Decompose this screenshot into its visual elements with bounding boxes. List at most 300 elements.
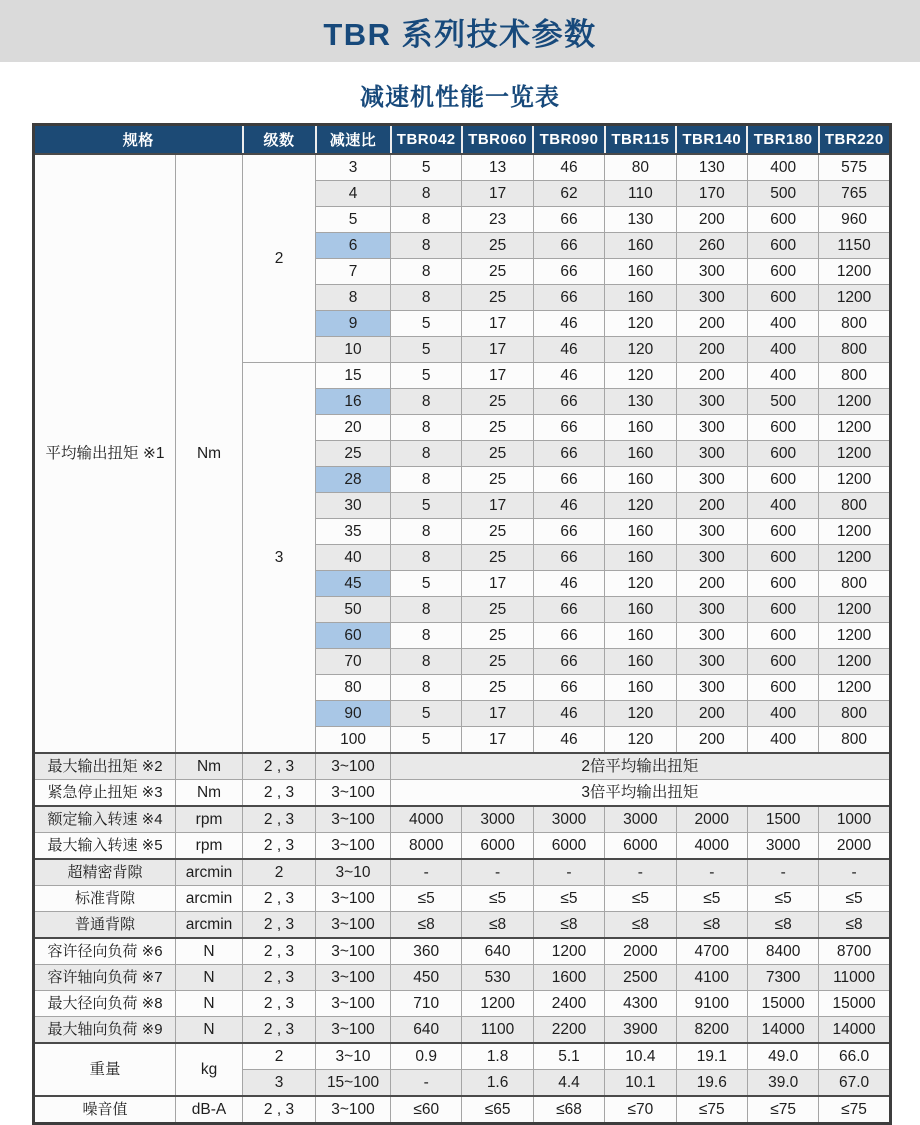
- value-cell: 120: [605, 493, 676, 519]
- value-cell: ≤5: [391, 886, 462, 912]
- table-row: [34, 1043, 891, 1070]
- value-cell: 8200: [676, 1017, 747, 1044]
- value-cell: 25: [462, 233, 533, 259]
- param-label-cell: 超精密背隙: [34, 859, 176, 886]
- stage-cell: 2: [243, 859, 316, 886]
- value-cell: 300: [676, 389, 747, 415]
- span-value-cell: 2倍平均输出扭矩: [391, 753, 891, 780]
- value-cell: 8700: [819, 938, 890, 965]
- ratio-cell: 3~10: [316, 1043, 391, 1070]
- value-cell: 66: [533, 415, 604, 441]
- value-cell: 10.4: [605, 1043, 676, 1070]
- value-cell: 66: [533, 207, 604, 233]
- value-cell: 1200: [819, 415, 890, 441]
- table-row: [34, 938, 891, 965]
- value-cell: ≤8: [819, 912, 890, 939]
- stage-cell: 2 , 3: [243, 780, 316, 807]
- stage-cell: 2 , 3: [243, 1017, 316, 1044]
- value-cell: 1600: [533, 965, 604, 991]
- param-label-cell: 最大径向负荷 ※8: [34, 991, 176, 1017]
- value-cell: 8: [391, 597, 462, 623]
- value-cell: 300: [676, 519, 747, 545]
- value-cell: 5: [391, 701, 462, 727]
- value-cell: 67.0: [819, 1070, 890, 1097]
- param-label-cell: 最大输入转速 ※5: [34, 833, 176, 860]
- value-cell: 4.4: [533, 1070, 604, 1097]
- ratio-cell: 7: [316, 259, 391, 285]
- model-header: TBR220: [819, 125, 890, 155]
- value-cell: 66: [533, 441, 604, 467]
- value-cell: 19.6: [676, 1070, 747, 1097]
- stage-cell: 2 , 3: [243, 938, 316, 965]
- value-cell: 25: [462, 441, 533, 467]
- value-cell: 4700: [676, 938, 747, 965]
- value-cell: 14000: [747, 1017, 818, 1044]
- value-cell: 8: [391, 623, 462, 649]
- value-cell: 800: [819, 727, 890, 754]
- value-cell: 3000: [462, 806, 533, 833]
- value-cell: 2200: [533, 1017, 604, 1044]
- value-cell: 8: [391, 181, 462, 207]
- value-cell: 17: [462, 337, 533, 363]
- value-cell: 11000: [819, 965, 890, 991]
- value-cell: 300: [676, 259, 747, 285]
- value-cell: ≤8: [391, 912, 462, 939]
- value-cell: 5: [391, 571, 462, 597]
- value-cell: ≤8: [462, 912, 533, 939]
- value-cell: 200: [676, 571, 747, 597]
- value-cell: 2000: [605, 938, 676, 965]
- value-cell: 10.1: [605, 1070, 676, 1097]
- value-cell: 120: [605, 311, 676, 337]
- value-cell: 600: [747, 415, 818, 441]
- value-cell: 2000: [676, 806, 747, 833]
- value-cell: 66: [533, 233, 604, 259]
- value-cell: 17: [462, 571, 533, 597]
- ratio-cell: 30: [316, 493, 391, 519]
- value-cell: 46: [533, 154, 604, 181]
- param-label-cell: 平均输出扭矩 ※1: [34, 154, 176, 753]
- value-cell: ≤5: [747, 886, 818, 912]
- model-header: TBR042: [391, 125, 462, 155]
- param-label-cell: 最大轴向负荷 ※9: [34, 1017, 176, 1044]
- value-cell: 130: [676, 154, 747, 181]
- value-cell: 4000: [391, 806, 462, 833]
- value-cell: 600: [747, 545, 818, 571]
- value-cell: 600: [747, 207, 818, 233]
- value-cell: 25: [462, 415, 533, 441]
- value-cell: 8: [391, 207, 462, 233]
- value-cell: 600: [747, 649, 818, 675]
- param-label-cell: 标准背隙: [34, 886, 176, 912]
- value-cell: 160: [605, 285, 676, 311]
- value-cell: 25: [462, 467, 533, 493]
- value-cell: 1200: [533, 938, 604, 965]
- value-cell: 49.0: [747, 1043, 818, 1070]
- value-cell: 3000: [533, 806, 604, 833]
- value-cell: 400: [747, 701, 818, 727]
- ratio-cell: 35: [316, 519, 391, 545]
- value-cell: 1200: [819, 441, 890, 467]
- value-cell: 300: [676, 441, 747, 467]
- value-cell: 400: [747, 154, 818, 181]
- stage-cell: 2 , 3: [243, 991, 316, 1017]
- value-cell: 300: [676, 285, 747, 311]
- value-cell: 575: [819, 154, 890, 181]
- unit-cell: dB-A: [176, 1096, 243, 1124]
- value-cell: ≤5: [605, 886, 676, 912]
- value-cell: 66: [533, 623, 604, 649]
- value-cell: 62: [533, 181, 604, 207]
- value-cell: ≤5: [819, 886, 890, 912]
- value-cell: 8: [391, 545, 462, 571]
- value-cell: 25: [462, 259, 533, 285]
- value-cell: 46: [533, 727, 604, 754]
- value-cell: 66: [533, 519, 604, 545]
- value-cell: 25: [462, 597, 533, 623]
- table-row: [34, 1017, 891, 1044]
- span-value-cell: 3倍平均输出扭矩: [391, 780, 891, 807]
- unit-cell: rpm: [176, 833, 243, 860]
- param-label-cell: 重量: [34, 1043, 176, 1096]
- value-cell: 5: [391, 727, 462, 754]
- unit-cell: N: [176, 938, 243, 965]
- value-cell: 66.0: [819, 1043, 890, 1070]
- value-cell: 600: [747, 233, 818, 259]
- stages-header: 级数: [243, 125, 316, 155]
- value-cell: 640: [462, 938, 533, 965]
- ratio-cell: 80: [316, 675, 391, 701]
- value-cell: 13: [462, 154, 533, 181]
- value-cell: 800: [819, 311, 890, 337]
- stage-cell: 2 , 3: [243, 886, 316, 912]
- value-cell: 5.1: [533, 1043, 604, 1070]
- value-cell: -: [819, 859, 890, 886]
- value-cell: 160: [605, 441, 676, 467]
- ratio-cell: 3~100: [316, 912, 391, 939]
- table-row: [34, 886, 891, 912]
- value-cell: 66: [533, 285, 604, 311]
- value-cell: 14000: [819, 1017, 890, 1044]
- value-cell: 17: [462, 181, 533, 207]
- value-cell: 960: [819, 207, 890, 233]
- value-cell: 8000: [391, 833, 462, 860]
- param-label-cell: 容许轴向负荷 ※7: [34, 965, 176, 991]
- value-cell: 600: [747, 519, 818, 545]
- value-cell: 710: [391, 991, 462, 1017]
- value-cell: 160: [605, 519, 676, 545]
- stage-cell: 2 , 3: [243, 833, 316, 860]
- header-row: [34, 125, 891, 155]
- table-row: [34, 780, 891, 807]
- table-row: [34, 965, 891, 991]
- value-cell: 46: [533, 493, 604, 519]
- value-cell: 1200: [819, 545, 890, 571]
- value-cell: 15000: [819, 991, 890, 1017]
- param-label-cell: 紧急停止扭矩 ※3: [34, 780, 176, 807]
- value-cell: 25: [462, 649, 533, 675]
- unit-cell: kg: [176, 1043, 243, 1096]
- value-cell: 1.8: [462, 1043, 533, 1070]
- table-body: [34, 154, 891, 1124]
- value-cell: ≤8: [747, 912, 818, 939]
- ratio-cell: 6: [316, 233, 391, 259]
- ratio-cell: 8: [316, 285, 391, 311]
- ratio-cell: 3~100: [316, 965, 391, 991]
- page-subtitle: 减速机性能一览表: [360, 84, 560, 111]
- value-cell: 530: [462, 965, 533, 991]
- value-cell: 1100: [462, 1017, 533, 1044]
- value-cell: 110: [605, 181, 676, 207]
- value-cell: -: [391, 859, 462, 886]
- value-cell: 17: [462, 363, 533, 389]
- value-cell: 300: [676, 467, 747, 493]
- stage-cell: 2 , 3: [243, 965, 316, 991]
- value-cell: 25: [462, 285, 533, 311]
- value-cell: 66: [533, 545, 604, 571]
- param-label-cell: 噪音值: [34, 1096, 176, 1124]
- stage-cell: 2 , 3: [243, 1096, 316, 1124]
- stage-cell: 3: [243, 363, 316, 754]
- value-cell: 46: [533, 701, 604, 727]
- value-cell: 2400: [533, 991, 604, 1017]
- spec-header: 规格: [34, 125, 243, 155]
- unit-cell: arcmin: [176, 912, 243, 939]
- ratio-cell: 3: [316, 154, 391, 181]
- page-title: TBR 系列技术参数: [323, 16, 597, 52]
- value-cell: 600: [747, 259, 818, 285]
- ratio-cell: 3~100: [316, 753, 391, 780]
- value-cell: 500: [747, 389, 818, 415]
- value-cell: 66: [533, 259, 604, 285]
- value-cell: ≤70: [605, 1096, 676, 1124]
- value-cell: 160: [605, 545, 676, 571]
- value-cell: 5: [391, 493, 462, 519]
- value-cell: 0.9: [391, 1043, 462, 1070]
- value-cell: 300: [676, 623, 747, 649]
- value-cell: 1200: [819, 285, 890, 311]
- value-cell: 300: [676, 545, 747, 571]
- value-cell: 8400: [747, 938, 818, 965]
- value-cell: 39.0: [747, 1070, 818, 1097]
- value-cell: 66: [533, 389, 604, 415]
- value-cell: 600: [747, 675, 818, 701]
- value-cell: 4000: [676, 833, 747, 860]
- value-cell: 160: [605, 623, 676, 649]
- value-cell: 1200: [462, 991, 533, 1017]
- value-cell: 160: [605, 233, 676, 259]
- stage-cell: 2 , 3: [243, 912, 316, 939]
- value-cell: 200: [676, 701, 747, 727]
- value-cell: 200: [676, 311, 747, 337]
- value-cell: 1150: [819, 233, 890, 259]
- ratio-cell: 40: [316, 545, 391, 571]
- value-cell: 600: [747, 467, 818, 493]
- ratio-header: 减速比: [316, 125, 391, 155]
- value-cell: 120: [605, 363, 676, 389]
- value-cell: 120: [605, 571, 676, 597]
- value-cell: 1200: [819, 467, 890, 493]
- ratio-cell: 5: [316, 207, 391, 233]
- value-cell: 160: [605, 597, 676, 623]
- value-cell: 120: [605, 727, 676, 754]
- unit-cell: Nm: [176, 780, 243, 807]
- ratio-cell: 3~100: [316, 1096, 391, 1124]
- value-cell: 130: [605, 207, 676, 233]
- param-label-cell: 额定输入转速 ※4: [34, 806, 176, 833]
- value-cell: 130: [605, 389, 676, 415]
- ratio-cell: 70: [316, 649, 391, 675]
- stage-cell: 2 , 3: [243, 806, 316, 833]
- value-cell: 260: [676, 233, 747, 259]
- ratio-cell: 15: [316, 363, 391, 389]
- value-cell: 8: [391, 519, 462, 545]
- value-cell: 6000: [462, 833, 533, 860]
- value-cell: 3900: [605, 1017, 676, 1044]
- value-cell: 1200: [819, 623, 890, 649]
- value-cell: 800: [819, 701, 890, 727]
- value-cell: 5: [391, 311, 462, 337]
- ratio-cell: 25: [316, 441, 391, 467]
- value-cell: 1200: [819, 597, 890, 623]
- value-cell: 8: [391, 285, 462, 311]
- value-cell: 4100: [676, 965, 747, 991]
- table-row: [34, 859, 891, 886]
- ratio-cell: 9: [316, 311, 391, 337]
- ratio-cell: 3~100: [316, 833, 391, 860]
- value-cell: 765: [819, 181, 890, 207]
- value-cell: 600: [747, 597, 818, 623]
- value-cell: ≤60: [391, 1096, 462, 1124]
- value-cell: 120: [605, 701, 676, 727]
- value-cell: 200: [676, 727, 747, 754]
- value-cell: 1200: [819, 675, 890, 701]
- value-cell: 8: [391, 649, 462, 675]
- value-cell: 400: [747, 311, 818, 337]
- stage-cell: 2 , 3: [243, 753, 316, 780]
- value-cell: 800: [819, 337, 890, 363]
- value-cell: 6000: [533, 833, 604, 860]
- value-cell: 2500: [605, 965, 676, 991]
- value-cell: 25: [462, 623, 533, 649]
- unit-cell: N: [176, 991, 243, 1017]
- value-cell: 7300: [747, 965, 818, 991]
- value-cell: 600: [747, 571, 818, 597]
- unit-cell: arcmin: [176, 859, 243, 886]
- ratio-cell: 3~100: [316, 938, 391, 965]
- value-cell: 9100: [676, 991, 747, 1017]
- value-cell: ≤75: [819, 1096, 890, 1124]
- value-cell: 170: [676, 181, 747, 207]
- value-cell: 160: [605, 675, 676, 701]
- table-row: [34, 806, 891, 833]
- value-cell: ≤8: [676, 912, 747, 939]
- ratio-cell: 3~100: [316, 780, 391, 807]
- value-cell: 17: [462, 727, 533, 754]
- unit-cell: arcmin: [176, 886, 243, 912]
- unit-cell: N: [176, 1017, 243, 1044]
- ratio-cell: 45: [316, 571, 391, 597]
- value-cell: 5: [391, 337, 462, 363]
- value-cell: 8: [391, 441, 462, 467]
- model-header: TBR140: [676, 125, 747, 155]
- value-cell: ≤5: [533, 886, 604, 912]
- value-cell: ≤5: [462, 886, 533, 912]
- ratio-cell: 20: [316, 415, 391, 441]
- value-cell: 66: [533, 649, 604, 675]
- value-cell: 80: [605, 154, 676, 181]
- value-cell: 1200: [819, 389, 890, 415]
- value-cell: 46: [533, 337, 604, 363]
- value-cell: 1000: [819, 806, 890, 833]
- value-cell: 400: [747, 493, 818, 519]
- value-cell: 8: [391, 467, 462, 493]
- value-cell: 17: [462, 311, 533, 337]
- table-row: [34, 1096, 891, 1124]
- value-cell: 1.6: [462, 1070, 533, 1097]
- unit-cell: N: [176, 965, 243, 991]
- value-cell: 160: [605, 467, 676, 493]
- ratio-cell: 100: [316, 727, 391, 754]
- value-cell: 360: [391, 938, 462, 965]
- value-cell: 3000: [747, 833, 818, 860]
- value-cell: 600: [747, 285, 818, 311]
- value-cell: ≤75: [747, 1096, 818, 1124]
- value-cell: 800: [819, 363, 890, 389]
- value-cell: 8: [391, 259, 462, 285]
- spec-table: [32, 123, 892, 1125]
- param-label-cell: 普通背隙: [34, 912, 176, 939]
- value-cell: 300: [676, 415, 747, 441]
- value-cell: ≤65: [462, 1096, 533, 1124]
- table-row: [34, 912, 891, 939]
- value-cell: 800: [819, 493, 890, 519]
- value-cell: 200: [676, 207, 747, 233]
- value-cell: -: [462, 859, 533, 886]
- value-cell: 300: [676, 597, 747, 623]
- value-cell: 66: [533, 467, 604, 493]
- value-cell: -: [533, 859, 604, 886]
- value-cell: 8: [391, 389, 462, 415]
- value-cell: 15000: [747, 991, 818, 1017]
- value-cell: 1200: [819, 649, 890, 675]
- stage-cell: 3: [243, 1070, 316, 1097]
- value-cell: 2000: [819, 833, 890, 860]
- value-cell: 160: [605, 259, 676, 285]
- value-cell: 450: [391, 965, 462, 991]
- ratio-cell: 3~100: [316, 1017, 391, 1044]
- stage-cell: 2: [243, 1043, 316, 1070]
- param-label-cell: 容许径向负荷 ※6: [34, 938, 176, 965]
- value-cell: 25: [462, 519, 533, 545]
- value-cell: ≤8: [533, 912, 604, 939]
- value-cell: -: [676, 859, 747, 886]
- value-cell: 120: [605, 337, 676, 363]
- ratio-cell: 16: [316, 389, 391, 415]
- value-cell: -: [391, 1070, 462, 1097]
- value-cell: 5: [391, 154, 462, 181]
- value-cell: 160: [605, 415, 676, 441]
- title-band: [0, 0, 920, 62]
- unit-cell: Nm: [176, 154, 243, 753]
- value-cell: ≤8: [605, 912, 676, 939]
- value-cell: ≤68: [533, 1096, 604, 1124]
- unit-cell: Nm: [176, 753, 243, 780]
- value-cell: 17: [462, 493, 533, 519]
- value-cell: 200: [676, 337, 747, 363]
- value-cell: 200: [676, 493, 747, 519]
- value-cell: ≤5: [676, 886, 747, 912]
